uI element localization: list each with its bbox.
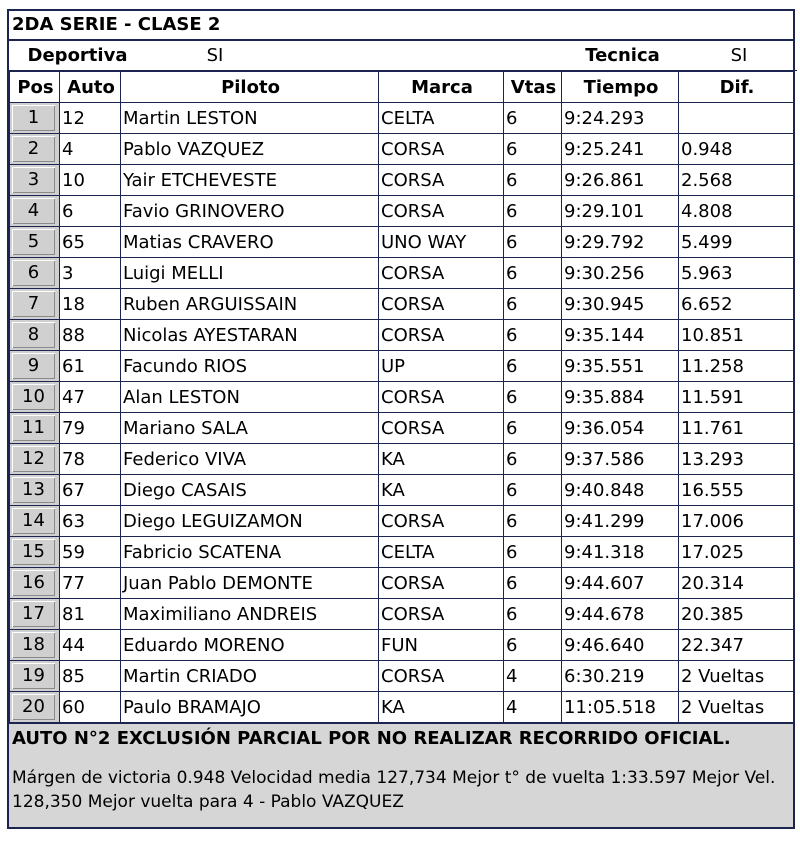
cell-auto: 88: [60, 320, 121, 351]
table-row: [10, 289, 794, 320]
cell-pos: [10, 413, 60, 444]
cell-marca: UP: [379, 351, 504, 382]
table-row: [10, 320, 794, 351]
pos-value: 11: [12, 415, 55, 441]
cell-piloto: Maximiliano ANDREIS: [121, 599, 379, 630]
pos-value: 15: [12, 539, 55, 565]
col-tiempo: Tiempo: [562, 72, 679, 103]
pos-value: 10: [12, 384, 55, 410]
col-vtas: Vtas: [504, 72, 562, 103]
cell-auto: 12: [60, 103, 121, 134]
cell-marca: CORSA: [379, 258, 504, 289]
table-row: [10, 599, 794, 630]
cell-marca: KA: [379, 444, 504, 475]
pos-value: 12: [12, 446, 55, 472]
table-row: [10, 537, 794, 568]
cell-auto: 77: [60, 568, 121, 599]
pos-value: 6: [12, 260, 55, 286]
pos-value: 14: [12, 508, 55, 534]
deportiva-value: SI: [144, 41, 284, 71]
cell-marca: FUN: [379, 630, 504, 661]
cell-vtas: 6: [504, 568, 562, 599]
cell-marca: KA: [379, 692, 504, 723]
cell-marca: CORSA: [379, 289, 504, 320]
cell-pos: [10, 227, 60, 258]
cell-pos: [10, 568, 60, 599]
cell-vtas: 6: [504, 258, 562, 289]
cell-dif: [679, 103, 794, 134]
cell-auto: 59: [60, 537, 121, 568]
pos-value: 16: [12, 570, 55, 596]
cell-piloto: Diego LEGUIZAMON: [121, 506, 379, 537]
cell-dif: 2 Vueltas: [679, 661, 794, 692]
cell-vtas: 6: [504, 413, 562, 444]
cell-auto: 44: [60, 630, 121, 661]
cell-dif: 11.258: [679, 351, 794, 382]
cell-pos: [10, 599, 60, 630]
cell-piloto: Pablo VAZQUEZ: [121, 134, 379, 165]
pos-value: 2: [12, 136, 55, 162]
cell-tiempo: 9:29.101: [562, 196, 679, 227]
cell-vtas: 6: [504, 196, 562, 227]
cell-piloto: Mariano SALA: [121, 413, 379, 444]
race-stats: Márgen de victoria 0.948 Velocidad media 127,734 Mejor t° de vuelta 1:33.597 Mejor Vel. 128,350 Mejor vuelta para 4 - Pablo VAZQUEZ: [12, 768, 776, 812]
cell-auto: 47: [60, 382, 121, 413]
cell-pos: [10, 444, 60, 475]
cell-dif: 2.568: [679, 165, 794, 196]
cell-vtas: 6: [504, 630, 562, 661]
cell-marca: CORSA: [379, 320, 504, 351]
results-table: [9, 71, 794, 723]
cell-auto: 85: [60, 661, 121, 692]
cell-pos: [10, 351, 60, 382]
cell-vtas: 6: [504, 289, 562, 320]
cell-vtas: 6: [504, 382, 562, 413]
cell-piloto: Matias CRAVERO: [121, 227, 379, 258]
cell-piloto: Yair ETCHEVESTE: [121, 165, 379, 196]
cell-vtas: 4: [504, 692, 562, 723]
cell-piloto: Martin LESTON: [121, 103, 379, 134]
cell-marca: CELTA: [379, 103, 504, 134]
exclusion-notice: AUTO N°2 EXCLUSIÓN PARCIAL POR NO REALIZAR RECORRIDO OFICIAL.: [12, 728, 731, 749]
cell-pos: [10, 630, 60, 661]
cell-auto: 78: [60, 444, 121, 475]
tecnica-value: SI: [679, 41, 797, 71]
cell-vtas: 6: [504, 537, 562, 568]
cell-dif: 20.314: [679, 568, 794, 599]
cell-piloto: Fabricio SCATENA: [121, 537, 379, 568]
cell-tiempo: 9:44.607: [562, 568, 679, 599]
cell-dif: 5.963: [679, 258, 794, 289]
cell-dif: 11.591: [679, 382, 794, 413]
pos-value: 8: [12, 322, 55, 348]
cell-tiempo: 9:46.640: [562, 630, 679, 661]
col-piloto: Piloto: [121, 72, 379, 103]
cell-marca: CORSA: [379, 599, 504, 630]
cell-tiempo: 9:37.586: [562, 444, 679, 475]
cell-auto: 63: [60, 506, 121, 537]
cell-dif: 2 Vueltas: [679, 692, 794, 723]
cell-marca: CORSA: [379, 196, 504, 227]
cell-auto: 81: [60, 599, 121, 630]
header-row: [10, 72, 794, 103]
cell-vtas: 6: [504, 506, 562, 537]
cell-dif: 22.347: [679, 630, 794, 661]
cell-piloto: Luigi MELLI: [121, 258, 379, 289]
table-row: [10, 661, 794, 692]
cell-piloto: Paulo BRAMAJO: [121, 692, 379, 723]
cell-tiempo: 9:41.318: [562, 537, 679, 568]
meta-spacer: [284, 41, 564, 71]
cell-marca: CORSA: [379, 506, 504, 537]
cell-tiempo: 9:35.144: [562, 320, 679, 351]
pos-value: 18: [12, 632, 55, 658]
cell-auto: 3: [60, 258, 121, 289]
cell-pos: [10, 382, 60, 413]
cell-vtas: 4: [504, 661, 562, 692]
cell-auto: 65: [60, 227, 121, 258]
cell-tiempo: 9:29.792: [562, 227, 679, 258]
table-row: [10, 630, 794, 661]
cell-tiempo: 9:40.848: [562, 475, 679, 506]
cell-pos: [10, 537, 60, 568]
cell-tiempo: 9:35.551: [562, 351, 679, 382]
cell-tiempo: 9:24.293: [562, 103, 679, 134]
cell-auto: 61: [60, 351, 121, 382]
cell-dif: 0.948: [679, 134, 794, 165]
cell-pos: [10, 103, 60, 134]
col-pos: Pos: [10, 72, 60, 103]
deportiva-label: Deportiva: [9, 41, 144, 71]
cell-dif: 10.851: [679, 320, 794, 351]
col-dif: Dif.: [679, 72, 794, 103]
tecnica-label: Tecnica: [564, 41, 679, 71]
page-title: 2DA SERIE - CLASE 2: [9, 11, 793, 41]
cell-auto: 79: [60, 413, 121, 444]
col-auto: Auto: [60, 72, 121, 103]
table-row: [10, 134, 794, 165]
cell-marca: CORSA: [379, 661, 504, 692]
cell-pos: [10, 692, 60, 723]
cell-piloto: Favio GRINOVERO: [121, 196, 379, 227]
cell-dif: 16.555: [679, 475, 794, 506]
table-row: [10, 413, 794, 444]
cell-pos: [10, 196, 60, 227]
results-sheet: [7, 9, 795, 829]
cell-tiempo: 6:30.219: [562, 661, 679, 692]
cell-piloto: Diego CASAIS: [121, 475, 379, 506]
cell-vtas: 6: [504, 227, 562, 258]
cell-tiempo: 9:36.054: [562, 413, 679, 444]
cell-dif: 6.652: [679, 289, 794, 320]
cell-pos: [10, 165, 60, 196]
cell-dif: 4.808: [679, 196, 794, 227]
cell-auto: 60: [60, 692, 121, 723]
pos-value: 19: [12, 663, 55, 689]
cell-tiempo: 9:30.945: [562, 289, 679, 320]
cell-piloto: Juan Pablo DEMONTE: [121, 568, 379, 599]
cell-vtas: 6: [504, 320, 562, 351]
pos-value: 1: [12, 105, 55, 131]
cell-pos: [10, 475, 60, 506]
cell-auto: 6: [60, 196, 121, 227]
cell-pos: [10, 134, 60, 165]
cell-vtas: 6: [504, 599, 562, 630]
cell-marca: KA: [379, 475, 504, 506]
meta-row: [9, 41, 797, 71]
cell-tiempo: 9:35.884: [562, 382, 679, 413]
cell-vtas: 6: [504, 444, 562, 475]
cell-piloto: Alan LESTON: [121, 382, 379, 413]
results-body: [10, 103, 794, 723]
cell-pos: [10, 506, 60, 537]
cell-dif: 20.385: [679, 599, 794, 630]
cell-dif: 17.006: [679, 506, 794, 537]
cell-piloto: Martin CRIADO: [121, 661, 379, 692]
cell-piloto: Federico VIVA: [121, 444, 379, 475]
cell-marca: CORSA: [379, 165, 504, 196]
cell-auto: 18: [60, 289, 121, 320]
cell-vtas: 6: [504, 165, 562, 196]
table-row: [10, 227, 794, 258]
cell-marca: UNO WAY: [379, 227, 504, 258]
cell-tiempo: 11:05.518: [562, 692, 679, 723]
pos-value: 7: [12, 291, 55, 317]
cell-vtas: 6: [504, 475, 562, 506]
meta-table: [9, 41, 797, 71]
table-row: [10, 506, 794, 537]
cell-auto: 4: [60, 134, 121, 165]
table-row: [10, 103, 794, 134]
cell-vtas: 6: [504, 351, 562, 382]
table-row: [10, 568, 794, 599]
cell-auto: 10: [60, 165, 121, 196]
cell-marca: CORSA: [379, 382, 504, 413]
pos-value: 17: [12, 601, 55, 627]
pos-value: 20: [12, 694, 55, 720]
cell-auto: 67: [60, 475, 121, 506]
cell-tiempo: 9:26.861: [562, 165, 679, 196]
table-row: [10, 692, 794, 723]
cell-tiempo: 9:41.299: [562, 506, 679, 537]
table-row: [10, 444, 794, 475]
footer-notes: [9, 723, 793, 827]
cell-dif: 17.025: [679, 537, 794, 568]
cell-piloto: Ruben ARGUISSAIN: [121, 289, 379, 320]
cell-piloto: Facundo RIOS: [121, 351, 379, 382]
cell-vtas: 6: [504, 103, 562, 134]
pos-value: 9: [12, 353, 55, 379]
cell-piloto: Nicolas AYESTARAN: [121, 320, 379, 351]
cell-marca: CELTA: [379, 537, 504, 568]
table-row: [10, 382, 794, 413]
cell-vtas: 6: [504, 134, 562, 165]
cell-tiempo: 9:25.241: [562, 134, 679, 165]
cell-marca: CORSA: [379, 413, 504, 444]
cell-piloto: Eduardo MORENO: [121, 630, 379, 661]
pos-value: 3: [12, 167, 55, 193]
table-row: [10, 475, 794, 506]
cell-pos: [10, 661, 60, 692]
cell-dif: 11.761: [679, 413, 794, 444]
cell-dif: 13.293: [679, 444, 794, 475]
cell-marca: CORSA: [379, 568, 504, 599]
cell-tiempo: 9:44.678: [562, 599, 679, 630]
cell-pos: [10, 320, 60, 351]
cell-pos: [10, 289, 60, 320]
cell-marca: CORSA: [379, 134, 504, 165]
cell-dif: 5.499: [679, 227, 794, 258]
pos-value: 5: [12, 229, 55, 255]
table-row: [10, 165, 794, 196]
table-row: [10, 196, 794, 227]
table-row: [10, 351, 794, 382]
table-row: [10, 258, 794, 289]
col-marca: Marca: [379, 72, 504, 103]
cell-tiempo: 9:30.256: [562, 258, 679, 289]
pos-value: 4: [12, 198, 55, 224]
pos-value: 13: [12, 477, 55, 503]
cell-pos: [10, 258, 60, 289]
